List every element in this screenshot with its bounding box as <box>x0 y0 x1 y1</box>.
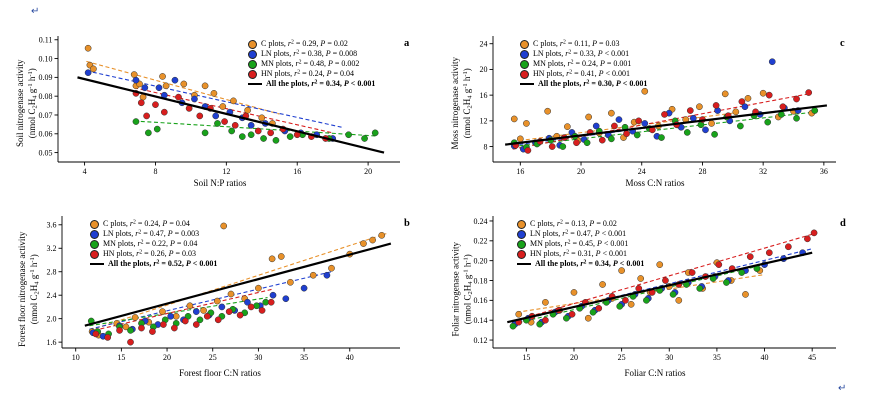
svg-text:25: 25 <box>617 353 626 362</box>
svg-text:8: 8 <box>153 167 158 176</box>
panel-b-legend <box>90 219 217 269</box>
legend-label-mn: MN plots, $r^2 = 0.22$, P = 0.04 <box>103 239 198 249</box>
panel-a <box>0 18 435 200</box>
panel-d-ytitle <box>449 212 476 367</box>
legend-marker-c <box>90 220 99 229</box>
legend-marker-mn <box>520 60 529 69</box>
legend-label-ln: LN plots, $r^2 = 0.47$, P = 0.003 <box>103 229 200 239</box>
panel-a-ytitle-line2: (nmol $C_2H_4$ $g^{-1}$ $h^{-1}$) <box>26 68 39 139</box>
svg-text:20: 20 <box>569 353 578 362</box>
svg-text:15: 15 <box>522 353 531 362</box>
panel-b-ytitle-line1: Forest floor nitrogenase activity <box>16 231 27 347</box>
legend-marker-all <box>90 263 104 265</box>
legend-label-ln: LN plots, $r^2 = 0.38$, P = 0.008 <box>261 49 358 59</box>
legend-label-ln: LN plots, $r^2 = 0.33$, P < 0.001 <box>533 49 630 59</box>
svg-text:35: 35 <box>300 353 309 362</box>
legend-label-c: C plots, $r^2 = 0.11$, P = 0.03 <box>533 39 620 49</box>
legend-label-c: C plots, $r^2 = 0.29$, P = 0.02 <box>261 39 348 49</box>
panel-c-xtitle: Moss C:N ratios <box>625 178 685 188</box>
legend-marker-mn <box>517 240 526 249</box>
svg-text:30: 30 <box>665 353 674 362</box>
svg-text:4: 4 <box>82 167 87 176</box>
legend-marker-ln <box>248 50 257 59</box>
panel-c-ytitle <box>449 28 476 178</box>
panel-d-ytitle-line1: Foliar nitrogenase activity <box>450 242 461 337</box>
svg-text:40: 40 <box>345 353 354 362</box>
panel-letter-b: b <box>404 218 410 229</box>
svg-text:20: 20 <box>479 65 488 75</box>
panel-b-xtitle: Forest floor C:N ratios <box>179 368 261 378</box>
legend-label-all: All the plots, $r^2 = 0.30$, P < 0.001 <box>538 79 648 89</box>
svg-text:45: 45 <box>808 353 817 362</box>
legend-marker-c <box>248 40 257 49</box>
legend-marker-hn <box>520 70 529 79</box>
svg-text:0.05: 0.05 <box>38 148 53 158</box>
svg-text:16: 16 <box>293 167 302 176</box>
svg-text:10: 10 <box>71 353 80 362</box>
legend-label-all: All the plots, $r^2 = 0.52$, P < 0.001 <box>108 259 218 269</box>
legend-marker-ln <box>520 50 529 59</box>
panel-a-ytitle <box>14 28 41 178</box>
panel-d-ytitle-line2: (nmol $C_2H_4$ $g^{-1}$ $h^{-1}$) <box>462 254 474 325</box>
legend-marker-all <box>517 263 531 265</box>
panel-c-ytitle-line2: (nmol $C_2H_4$ $g^{-1}$ $h^{-1}$) <box>461 68 474 139</box>
svg-text:0.09: 0.09 <box>38 73 53 83</box>
panel-a-xtitle: Soil N:P ratios <box>193 178 247 188</box>
panel-d <box>435 202 871 392</box>
legend-label-c: C plots, $r^2 = 0.24$, P = 0.04 <box>103 219 190 229</box>
legend-label-hn: HN plots, $r^2 = 0.26$, P = 0.03 <box>103 249 197 259</box>
svg-text:32: 32 <box>759 167 768 176</box>
panel-b-ytitle-line2: (nmol $C_2H_4$ $g^{-1}$ $h^{-1}$) <box>28 254 41 325</box>
svg-text:2.0: 2.0 <box>46 314 57 324</box>
legend-marker-ln <box>517 230 526 239</box>
legend-marker-all <box>248 83 262 85</box>
svg-text:40: 40 <box>760 353 769 362</box>
svg-text:3.2: 3.2 <box>46 244 57 254</box>
legend-label-hn: HN plots, $r^2 = 0.24$, P = 0.04 <box>261 69 355 79</box>
svg-text:12: 12 <box>479 116 488 126</box>
legend-marker-hn <box>248 70 257 79</box>
panel-d-legend <box>517 219 644 269</box>
legend-label-hn: HN plots, $r^2 = 0.31$, P < 0.001 <box>530 249 628 259</box>
panel-d-plot <box>435 202 871 392</box>
svg-text:28: 28 <box>698 167 707 176</box>
svg-text:0.18: 0.18 <box>473 276 488 286</box>
svg-text:0.10: 0.10 <box>38 54 53 64</box>
panel-c-legend <box>520 39 647 89</box>
legend-label-c: C plots, $r^2 = 0.13$, P = 0.02 <box>530 219 617 229</box>
panel-a-ytitle-line1: Soil nitrogenase activity <box>14 59 25 147</box>
panel-a-legend <box>248 39 375 89</box>
panel-letter-a: a <box>404 38 410 49</box>
svg-text:0.11: 0.11 <box>38 35 53 45</box>
svg-text:16: 16 <box>479 90 488 100</box>
svg-text:8: 8 <box>483 142 488 152</box>
panel-b-plot <box>0 202 435 392</box>
svg-text:24: 24 <box>637 167 646 176</box>
legend-marker-c <box>520 40 529 49</box>
legend-marker-ln <box>90 230 99 239</box>
panel-c-plot <box>435 18 871 200</box>
panel-b <box>0 202 435 392</box>
svg-text:0.14: 0.14 <box>473 316 488 326</box>
svg-text:1.6: 1.6 <box>46 337 57 347</box>
svg-text:12: 12 <box>222 167 231 176</box>
svg-text:20: 20 <box>163 353 172 362</box>
legend-label-hn: HN plots, $r^2 = 0.41$, P < 0.001 <box>533 69 631 79</box>
legend-label-all: All the plots, $r^2 = 0.34$, P < 0.001 <box>535 259 645 269</box>
legend-label-mn: MN plots, $r^2 = 0.45$, P < 0.001 <box>530 239 629 249</box>
svg-text:0.06: 0.06 <box>38 129 53 139</box>
svg-text:25: 25 <box>208 353 217 362</box>
legend-marker-hn <box>90 250 99 259</box>
panel-d-xtitle: Foliar C:N ratios <box>624 368 686 378</box>
legend-marker-hn <box>517 250 526 259</box>
svg-text:2.8: 2.8 <box>46 267 57 277</box>
svg-text:24: 24 <box>479 39 488 49</box>
legend-label-all: All the plots, $r^2 = 0.34$, P < 0.001 <box>266 79 376 89</box>
page-mark-top-left: ↵ <box>31 6 40 17</box>
svg-text:0.12: 0.12 <box>473 335 488 345</box>
svg-text:35: 35 <box>712 353 721 362</box>
panel-c-ytitle-line1: Moss nitrogenase activity <box>449 57 460 150</box>
svg-text:16: 16 <box>516 167 525 176</box>
svg-text:2.4: 2.4 <box>46 291 57 300</box>
legend-marker-mn <box>248 60 257 69</box>
legend-marker-mn <box>90 240 99 249</box>
legend-label-mn: MN plots, $r^2 = 0.48$, P = 0.002 <box>261 59 360 69</box>
svg-text:0.07: 0.07 <box>38 110 53 120</box>
svg-text:0.20: 0.20 <box>473 256 488 266</box>
svg-text:30: 30 <box>254 353 263 362</box>
svg-text:20: 20 <box>364 167 373 176</box>
legend-label-mn: MN plots, $r^2 = 0.24$, P = 0.001 <box>533 59 632 69</box>
svg-text:0.22: 0.22 <box>473 236 488 246</box>
svg-text:36: 36 <box>819 167 828 176</box>
legend-marker-all <box>520 83 534 85</box>
panel-c <box>435 18 871 200</box>
page-mark-bottom-right: ↵ <box>838 383 847 394</box>
svg-text:0.16: 0.16 <box>473 296 488 306</box>
legend-label-ln: LN plots, $r^2 = 0.47$, P < 0.001 <box>530 229 627 239</box>
svg-text:20: 20 <box>577 167 586 176</box>
panel-letter-c: c <box>840 38 845 49</box>
panel-b-ytitle <box>16 204 43 374</box>
svg-text:15: 15 <box>117 353 126 362</box>
svg-text:3.6: 3.6 <box>46 220 57 230</box>
svg-text:0.08: 0.08 <box>38 91 53 101</box>
svg-text:0.24: 0.24 <box>473 216 488 226</box>
legend-marker-c <box>517 220 526 229</box>
panel-letter-d: d <box>840 218 846 229</box>
